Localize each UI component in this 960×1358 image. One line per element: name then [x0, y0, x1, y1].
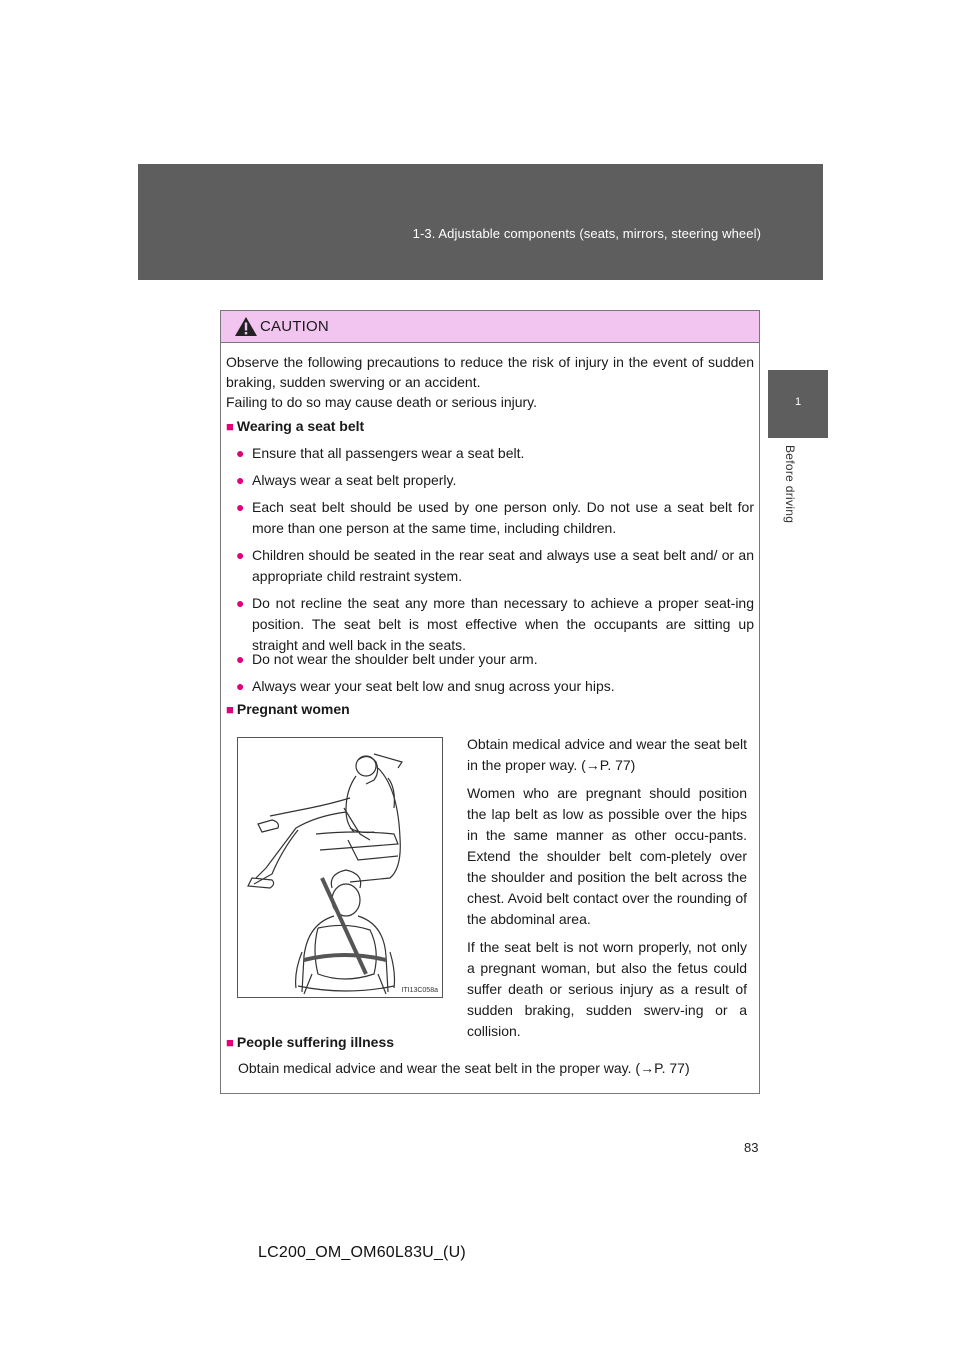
warning-triangle-icon	[234, 316, 258, 337]
pregnant-seatbelt-figure	[238, 738, 442, 997]
caution-intro-2: Failing to do so may cause death or serious injury.	[226, 394, 538, 410]
list-item-text: Always wear your seat belt low and snug across your hips.	[252, 678, 615, 694]
circle-bullet-icon: ●	[236, 678, 245, 694]
chapter-number: 1	[794, 396, 802, 408]
pregnant-paragraph-2: Women who are pregnant should position the lap belt as low as possible over the hips in the same manner as other occu-pants. Extend the shoulder belt com-pletely over the shoulder and position the belt across the chest. Avoid belt contact over the rounding of the abdominal area.	[467, 785, 747, 927]
list-item-text: Always wear a seat belt properly.	[252, 472, 457, 488]
circle-bullet-icon: ●	[236, 499, 245, 515]
illness-heading	[226, 1034, 394, 1050]
chapter-label: Before driving	[783, 445, 797, 524]
list-item-text: Ensure that all passengers wear a seat belt.	[252, 445, 525, 461]
pregnant-heading	[226, 701, 350, 717]
illness-heading-text: People suffering illness	[236, 1034, 395, 1050]
circle-bullet-icon: ●	[236, 651, 245, 667]
footer-code: LC200_OM_OM60L83U_(U)	[258, 1244, 466, 1261]
square-bullet-icon: ■	[226, 419, 234, 434]
list-item-text: Do not wear the shoulder belt under your arm.	[252, 651, 538, 667]
section-title: 1-3. Adjustable components (seats, mirrors, steering wheel)	[412, 226, 761, 241]
circle-bullet-icon: ●	[236, 547, 245, 563]
caution-header	[221, 311, 759, 343]
list-item	[236, 545, 754, 587]
page-number: 83	[744, 1140, 759, 1155]
pregnant-paragraph-3: If the seat belt is not worn properly, not only a pregnant woman, but also the fetus could suffer death or serious injury as a result of sudden braking, sudden swerv-ing or a collision.	[467, 939, 747, 1039]
list-item	[236, 443, 754, 464]
pregnant-paragraph-1: Obtain medical advice and wear the seat belt in the proper way. (→P. 77)	[467, 736, 747, 773]
pregnant-heading-text: Pregnant women	[236, 701, 350, 717]
seatbelt-illustration	[237, 737, 443, 998]
circle-bullet-icon: ●	[236, 445, 245, 461]
list-item	[236, 676, 754, 697]
list-item	[236, 497, 754, 539]
chapter-tab	[768, 370, 828, 438]
circle-bullet-icon: ●	[236, 595, 245, 611]
caution-intro-1: Observe the following precautions to reduce the risk of injury in the event of sudden braking, sudden swerving or an accident.	[226, 354, 754, 390]
list-item	[236, 649, 754, 670]
list-item-text: Children should be seated in the rear seat and always use a seat belt and/ or an appropriate child restraint system.	[252, 547, 754, 584]
seatbelt-heading	[226, 418, 364, 434]
list-item-text: Do not recline the seat any more than necessary to achieve a proper seat-ing position. The seat belt is most effective when the occupants are sitting up straight and well back in the seats.	[252, 595, 754, 653]
square-bullet-icon: ■	[226, 1035, 234, 1050]
circle-bullet-icon: ●	[236, 472, 245, 488]
list-item-text: Each seat belt should be used by one person only. Do not use a seat belt for more than one person at the same time, including children.	[252, 499, 754, 536]
list-item	[236, 470, 754, 491]
square-bullet-icon: ■	[226, 702, 234, 717]
caution-title: CAUTION	[260, 318, 329, 335]
list-item	[236, 593, 754, 656]
illustration-code: ITI13C058a	[401, 987, 438, 994]
header-band	[138, 164, 823, 280]
illness-text: Obtain medical advice and wear the seat belt in the proper way. (→P. 77)	[238, 1060, 690, 1076]
seatbelt-heading-text: Wearing a seat belt	[236, 418, 365, 434]
